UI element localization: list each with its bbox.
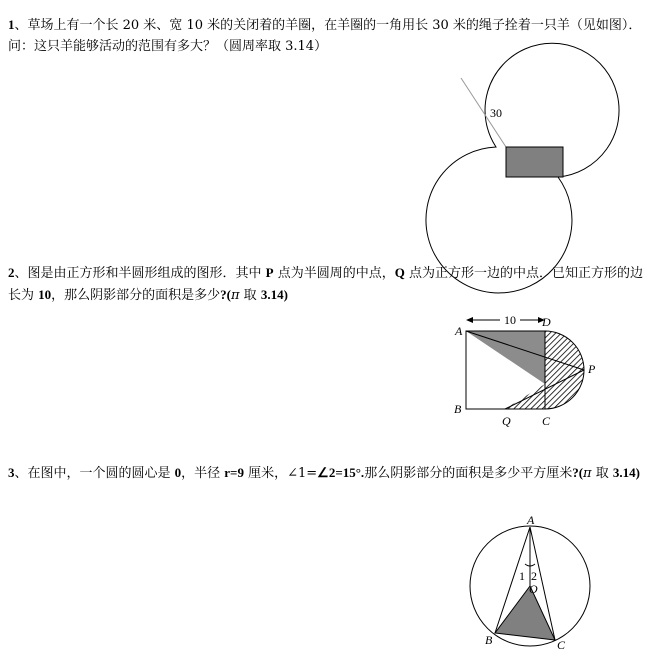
shaded-region [495, 586, 555, 640]
label-angle-1: 1 [519, 569, 525, 583]
label-A: A [455, 324, 463, 338]
label-A: A [527, 513, 535, 527]
label-B: B [485, 633, 493, 647]
label-Q: Q [502, 414, 511, 428]
label-D: D [542, 315, 551, 329]
problem-1-number: 1 [8, 17, 15, 32]
label-angle-2: 2 [531, 569, 537, 583]
side-length-label: 10 [504, 313, 516, 327]
label-C: C [557, 638, 566, 652]
label-P: P [588, 362, 596, 376]
problem-2-text: 2、图是由正方形和半圆形组成的图形．其中 P 点为半圆周的中点，Q 点为正方形一边的中点．已知正方形的边长为 10，那么阴影部分的面积是多少?(π 取 3.14) [8, 265, 643, 303]
problem-3-number: 3 [8, 465, 15, 480]
problem-3-text: 3、在图中，一个圆的圆心是 0，半径 r=9 厘米，∠1=∠2=15°.那么阴影部分的面积是多少平方厘米?(π 取 3.14) [8, 465, 640, 481]
label-B: B [454, 402, 462, 416]
problem-2-number: 2 [8, 265, 15, 280]
problem-1-body: 、草场上有一个长 20 米、宽 10 米的关闭着的羊圈，在羊圈的一角用长 30 米的绳子拴着一只羊（见如图）．问：这只羊能够活动的范围有多大？（圆周率取 3.14） [8, 18, 642, 54]
label-O: O [529, 582, 538, 596]
label-C: C [542, 414, 551, 428]
rope-length-label: 30 [490, 106, 502, 120]
